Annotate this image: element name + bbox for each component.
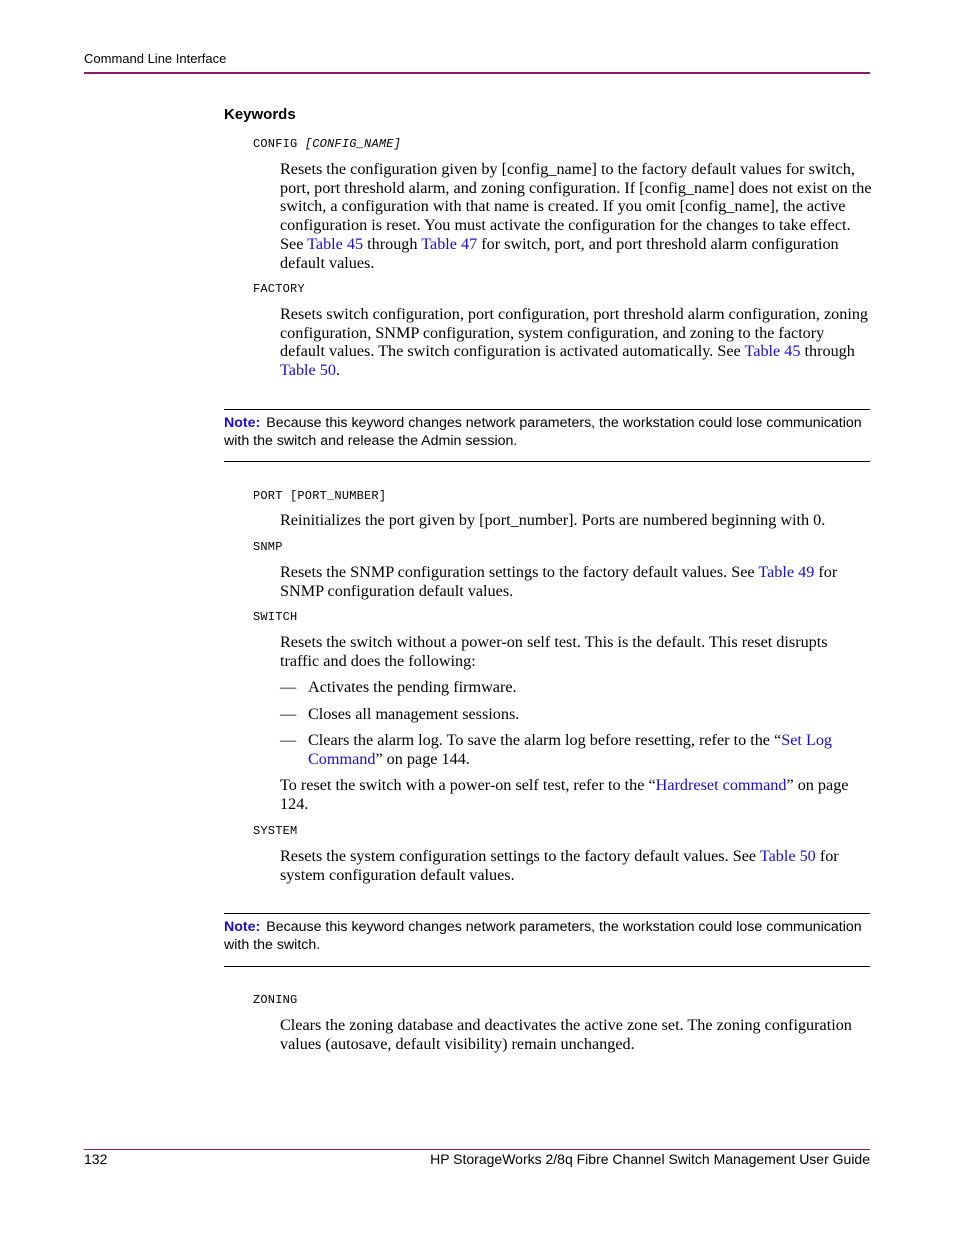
note-1	[224, 415, 870, 450]
system-link-table50[interactable]: Table 50	[759, 847, 816, 865]
config-link-table45[interactable]: Table 45	[307, 234, 364, 253]
factory-text: .	[335, 361, 340, 380]
switch-description: Resets the switch without a power-on self test. This is the default. This reset disrupts traffic and does the following:	[280, 633, 828, 670]
system-description	[280, 847, 870, 884]
keyword-zoning: ZONING	[253, 993, 298, 1007]
bullet-3-text: ” on page 144.	[375, 749, 470, 768]
switch-bullet-2	[280, 705, 870, 724]
dash-bullet: —	[280, 705, 297, 723]
snmp-link-table49[interactable]: Table 49	[758, 563, 815, 581]
set-log-command-link[interactable]: Set Log Command	[308, 731, 833, 768]
dash-bullet: —	[280, 731, 297, 749]
note-2	[224, 919, 870, 954]
footer-rule	[84, 1149, 870, 1150]
hardreset-text: ” on page 124.	[280, 776, 849, 813]
guide-title: HP StorageWorks 2/8q Fibre Channel Switch Management User Guide	[430, 1151, 870, 1167]
config-text: for switch, port, and port threshold alarm configuration default values.	[280, 234, 839, 272]
keyword-system: SYSTEM	[253, 824, 298, 838]
keyword-port: PORT [PORT_NUMBER]	[253, 489, 387, 503]
note-label: Note:	[224, 919, 261, 935]
note-label: Note:	[224, 415, 261, 431]
keyword-factory: FACTORY	[253, 282, 305, 296]
factory-text: through	[800, 342, 855, 361]
running-head: Command Line Interface	[84, 51, 227, 66]
factory-text: Resets switch configuration, port configuration, port threshold alarm configuration, zoning configuration, SNMP configuration, system configuration, and zoning to the factory default values. The switch configuration is activated automatically. See	[280, 305, 869, 361]
section-title: Keywords	[224, 106, 296, 123]
snmp-text: for SNMP configuration default values.	[280, 563, 838, 600]
note-2-text: Because this keyword changes network parameters, the workstation could lose communication with the switch.	[224, 919, 862, 953]
port-description: Reinitializes the port given by [port_number]. Ports are numbered beginning with 0.	[280, 511, 826, 529]
system-text: for system configuration default values.	[280, 847, 839, 884]
header-rule	[84, 72, 870, 74]
note1-bottom-rule	[224, 461, 870, 462]
snmp-text: Resets the SNMP configuration settings to the factory default values. See	[280, 563, 759, 581]
config-text: Resets the configuration given by [config_name] to the factory default values for switch, port, port threshold alarm, and zoning configuration. If [config_name] does not exist on the switch, a configuration with that name is created. If you omit [config_name], the active configuration is reset. You must activate the configuration for the changes to take effect. See	[280, 160, 872, 253]
factory-description	[280, 305, 870, 380]
note-1-text: Because this keyword changes network parameters, the workstation could lose communication with the switch and release the Admin session.	[224, 415, 862, 449]
page-number: 132	[84, 1151, 108, 1167]
bullet-3-text: Clears the alarm log. To save the alarm log before resetting, refer to the “	[308, 731, 782, 749]
system-text: Resets the system configuration settings to the factory default values. See	[280, 847, 760, 865]
factory-link-table45[interactable]: Table 45	[744, 342, 801, 361]
switch-bullet-1-text: Activates the pending firmware.	[308, 678, 517, 696]
keyword-config	[253, 137, 401, 151]
keyword-switch: SWITCH	[253, 610, 298, 624]
keyword-config-name: CONFIG	[253, 137, 298, 151]
config-link-table47[interactable]: Table 47	[421, 234, 478, 253]
hardreset-command-link[interactable]: Hardreset command	[655, 776, 787, 794]
factory-link-table50[interactable]: Table 50	[280, 361, 336, 380]
switch-bullet-2-text: Closes all management sessions.	[308, 705, 520, 723]
switch-bullet-1	[280, 678, 870, 697]
config-text: through	[363, 234, 422, 253]
switch-hardreset-paragraph	[280, 776, 870, 813]
note2-top-rule	[224, 913, 870, 914]
note1-top-rule	[224, 409, 870, 410]
hardreset-text: To reset the switch with a power-on self test, refer to the “	[280, 776, 656, 794]
snmp-description	[280, 563, 870, 600]
switch-bullet-3	[280, 731, 870, 768]
keyword-config-arg: [CONFIG_NAME]	[304, 137, 402, 151]
config-description	[280, 160, 872, 272]
zoning-description: Clears the zoning database and deactivates the active zone set. The zoning configuration values (autosave, default visibility) remain unchanged.	[280, 1016, 852, 1053]
note2-bottom-rule	[224, 966, 870, 967]
switch-bullet-3-text	[308, 731, 870, 768]
dash-bullet: —	[280, 678, 297, 696]
keyword-snmp: SNMP	[253, 540, 283, 554]
